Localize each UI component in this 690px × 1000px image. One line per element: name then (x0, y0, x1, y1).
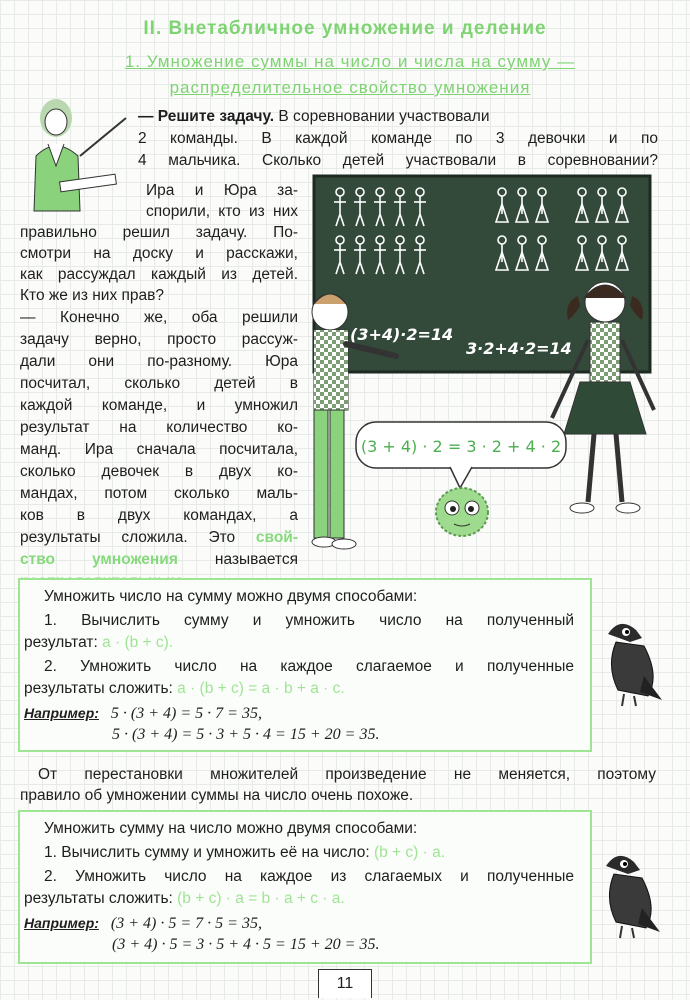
task-line3: 4 мальчика. Сколько детей участвовали в соревновании? (138, 152, 658, 169)
bubble-formula: (3 + 4) · 2 = 3 · 2 + 4 · 2 (360, 437, 562, 456)
rule1-item1: 1. Вычислить сумму и умножить число на полученный (44, 612, 574, 629)
middle-text-line1: От перестановки множителей произведение не меняется, поэтому (38, 766, 656, 783)
section-title-line1: 1. Умножение суммы на число и числа на сумму — (124, 52, 576, 71)
question-line: как рассуждал каждый из детей. (20, 266, 298, 283)
rule1-item2-text: результаты сложить: (24, 680, 173, 697)
question-line: Ира и Юра за- (146, 182, 298, 199)
answer-line: — Конечно же, оба решили (20, 309, 298, 326)
task-text: В соревновании участвовали (274, 108, 490, 125)
crow-illustration (594, 848, 662, 940)
rule2-item2-text: результаты сложить: (24, 890, 173, 907)
rule1-item2-cont (24, 678, 574, 700)
rule1-formula1: a · (b + c). (102, 634, 174, 651)
crow-illustration (596, 616, 664, 708)
answer-line: задачу верно, просто рассуж- (20, 331, 298, 348)
rule2-formula1: (b + c) · a. (373, 844, 445, 861)
chapter-title: II. Внетабличное умножение и деление (143, 18, 547, 39)
answer-line: манд. Ира сначала посчитала, (20, 441, 298, 458)
rule2-example (24, 912, 574, 935)
answer-line: результат на количество ко- (20, 419, 298, 436)
rule-box-1 (18, 578, 592, 752)
rule2-title: Умножить сумму на число можно двумя способами: (44, 820, 418, 837)
rule2-item1-text: 1. Вычислить сумму и умножить её на число: (44, 844, 370, 861)
answer-text: результаты сложила. Это (20, 529, 236, 546)
rule2-formula2: (b + c) · a = b · a + c · a. (177, 890, 345, 907)
answer-line: сколько девочек в двух ко- (20, 463, 298, 480)
answer-line: посчитал, сколько детей в (20, 375, 298, 392)
rule1-item1-cont (24, 632, 574, 654)
example-line: (3 + 4) · 5 = 3 · 5 + 4 · 5 = 15 + 20 = 35. (112, 936, 380, 953)
term-highlight: свой- (255, 529, 298, 546)
question-line: правильно решил задачу. По- (20, 224, 298, 241)
answer-text: называется (214, 551, 298, 568)
board-formula-left: (3+4)·2=14 (350, 325, 454, 344)
answer-line (20, 527, 298, 549)
rule2-item2: 2. Умножить число на каждое из слагаемых и полученные (44, 868, 574, 885)
question-line: смотри на доску и расскажи, (20, 245, 298, 262)
answer-line: дали они по-разному. Юра (20, 353, 298, 370)
example-line: 5 · (3 + 4) = 5 · 7 = 35, (110, 705, 262, 722)
example-line: (3 + 4) · 5 = 7 · 5 = 35, (110, 915, 262, 932)
section-title-line2: распределительное свойство умножения (169, 78, 531, 97)
rule2-item1 (44, 842, 574, 864)
rule2-item2-cont (24, 888, 574, 910)
teacher-illustration (14, 96, 134, 216)
page-number: 11 (318, 969, 372, 998)
question-line: спорили, кто из них (146, 203, 298, 220)
green-character (436, 488, 488, 536)
rule1-formula2: a · (b + c) = a · b + a · c. (177, 680, 345, 697)
answer-line: мандах, потом сколько маль- (20, 485, 298, 502)
rule1-item2: 2. Умножить число на каждое слагаемое и полученные (44, 658, 574, 675)
question-line: Кто же из них прав? (20, 287, 165, 304)
rule1-example (24, 702, 574, 725)
middle-text-line2: правило об умножении суммы на число очень похоже. (20, 787, 414, 804)
board-formula-right: 3·2+4·2=14 (466, 339, 572, 358)
answer-line: ков в двух командах, а (20, 507, 298, 524)
task-lead: — Решите задачу. (138, 108, 275, 125)
rule1-item1-text: результат: (24, 634, 98, 651)
example-line: 5 · (3 + 4) = 5 · 3 + 5 · 4 = 15 + 20 = 35. (112, 726, 380, 743)
rule-box-2 (18, 810, 592, 964)
rule1-title: Умножить число на сумму можно двумя способами: (44, 588, 418, 605)
answer-line (20, 549, 298, 571)
term-highlight: ство умножения (20, 551, 178, 568)
example-label: Например: (24, 705, 99, 721)
chalkboard-illustration (300, 172, 690, 572)
example-label: Например: (24, 915, 99, 931)
task-line1 (138, 106, 658, 128)
task-line2: 2 команды. В каждой команде по 3 девочки и по (138, 130, 658, 147)
answer-line: каждой команде, и умножил (20, 397, 298, 414)
